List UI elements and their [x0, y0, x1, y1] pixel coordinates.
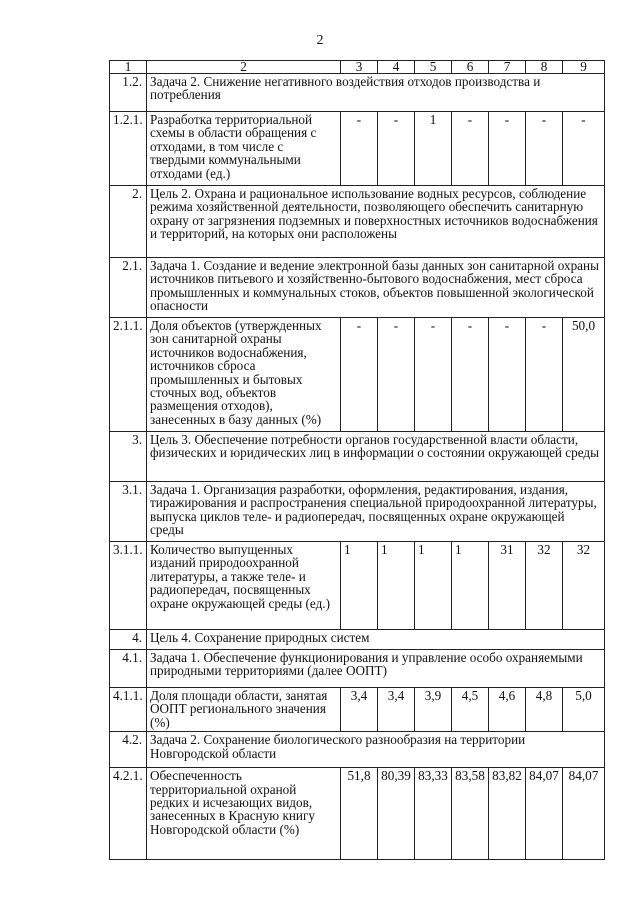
value-cell: -: [526, 318, 563, 432]
value-cell: -: [452, 318, 489, 432]
row-number: 3.1.1.: [110, 542, 147, 630]
header-cell: 9: [563, 61, 605, 74]
indicator-name: Количество выпущенных изданий природоохранной литературы, а также теле- и радиопередач, посвященных охране окружающей среды (ед.): [147, 542, 341, 630]
header-cell: 5: [415, 61, 452, 74]
value-cell: 50,0: [563, 318, 605, 432]
value-cell: -: [341, 318, 378, 432]
value-cell: 84,07: [526, 768, 563, 860]
section-row: [110, 258, 605, 318]
indicator-row: [110, 688, 605, 732]
indicator-name: Доля площади области, занятая ООПТ регионального значения (%): [147, 688, 341, 732]
indicator-row: [110, 768, 605, 860]
section-title: Задача 1. Обеспечение функционирования и управление особо охраняемыми природными территориями (далее ООПТ): [147, 650, 605, 688]
value-cell: 1: [415, 112, 452, 186]
value-cell: -: [415, 318, 452, 432]
value-cell: 3,9: [415, 688, 452, 732]
value-cell: -: [378, 112, 415, 186]
value-cell: 83,58: [452, 768, 489, 860]
row-number: 3.: [110, 432, 147, 482]
header-cell: 7: [489, 61, 526, 74]
value-cell: 1: [378, 542, 415, 630]
value-cell: -: [563, 112, 605, 186]
section-row: [110, 74, 605, 112]
value-cell: 1: [415, 542, 452, 630]
header-cell: 1: [110, 61, 147, 74]
value-cell: 1: [341, 542, 378, 630]
row-number: 1.2.: [110, 74, 147, 112]
indicator-row: [110, 542, 605, 630]
value-cell: -: [378, 318, 415, 432]
section-title: Задача 2. Сохранение биологического разнообразия на территории Новгородской области: [147, 732, 605, 768]
value-cell: 83,33: [415, 768, 452, 860]
row-number: 1.2.1.: [110, 112, 147, 186]
indicator-name: Доля объектов (утвержденных зон санитарной охраны источников водоснабжения, источников сброса промышленных и бытовых сточных вод, объектов размещения отходов), занесенных в базу данных (%): [147, 318, 341, 432]
row-number: 3.1.: [110, 482, 147, 542]
row-number: 4.2.1.: [110, 768, 147, 860]
section-title: Цель 3. Обеспечение потребности органов государственной власти области, физических и юридических лиц в информации о состоянии окружающей среды: [147, 432, 605, 482]
page-number: 2: [316, 33, 324, 48]
section-title: Цель 2. Охрана и рациональное использование водных ресурсов, соблюдение режима хозяйственной деятельности, позволяющего обеспечить санитарную охрану от загрязнения подземных и поверхностных источников водоснабжения и территорий, на которых они расположены: [147, 186, 605, 258]
row-number: 2.1.: [110, 258, 147, 318]
section-title: Задача 1. Создание и ведение электронной базы данных зон санитарной охраны источников питьевого и хозяйственно-бытового водоснабжения, мест сброса промышленных и коммунальных стоков, объектов повышенной экологической опасности: [147, 258, 605, 318]
row-number: 4.: [110, 630, 147, 650]
row-number: 2.1.1.: [110, 318, 147, 432]
value-cell: 32: [526, 542, 563, 630]
value-cell: 4,5: [452, 688, 489, 732]
value-cell: 51,8: [341, 768, 378, 860]
value-cell: 80,39: [378, 768, 415, 860]
value-cell: -: [489, 112, 526, 186]
value-cell: 5,0: [563, 688, 605, 732]
value-cell: -: [489, 318, 526, 432]
section-title: Задача 2. Снижение негативного воздействия отходов производства и потребления: [147, 74, 605, 112]
section-title: Задача 1. Организация разработки, оформления, редактирования, издания, тиражирования и распространения специальной природоохранной литературы, выпуска циклов теле- и радиопередач, посвященных охране окружающей среды: [147, 482, 605, 542]
value-cell: 31: [489, 542, 526, 630]
header-cell: 2: [147, 61, 341, 74]
value-cell: 4,8: [526, 688, 563, 732]
header-cell: 4: [378, 61, 415, 74]
row-number: 4.1.: [110, 650, 147, 688]
header-cell: 6: [452, 61, 489, 74]
section-row: [110, 732, 605, 768]
indicator-row: [110, 112, 605, 186]
value-cell: 1: [452, 542, 489, 630]
indicator-name: Разработка территориальной схемы в области обращения с отходами, в том числе с твердыми коммунальными отходами (ед.): [147, 112, 341, 186]
section-row: [110, 630, 605, 650]
value-cell: 3,4: [341, 688, 378, 732]
value-cell: -: [526, 112, 563, 186]
value-cell: 3,4: [378, 688, 415, 732]
value-cell: 84,07: [563, 768, 605, 860]
indicator-name: Обеспеченность территориальной охраной редких и исчезающих видов, занесенных в Красную книгу Новгородской области (%): [147, 768, 341, 860]
value-cell: -: [452, 112, 489, 186]
section-row: [110, 432, 605, 482]
section-row: [110, 186, 605, 258]
section-row: [110, 482, 605, 542]
row-number: 4.1.1.: [110, 688, 147, 732]
row-number: 2.: [110, 186, 147, 258]
indicators-table: [109, 60, 605, 860]
header-cell: 3: [341, 61, 378, 74]
value-cell: 32: [563, 542, 605, 630]
table-header-row: [110, 61, 605, 74]
value-cell: -: [341, 112, 378, 186]
section-row: [110, 650, 605, 688]
indicator-row: [110, 318, 605, 432]
value-cell: 83,82: [489, 768, 526, 860]
header-cell: 8: [526, 61, 563, 74]
section-title: Цель 4. Сохранение природных систем: [147, 630, 605, 650]
row-number: 4.2.: [110, 732, 147, 768]
value-cell: 4,6: [489, 688, 526, 732]
